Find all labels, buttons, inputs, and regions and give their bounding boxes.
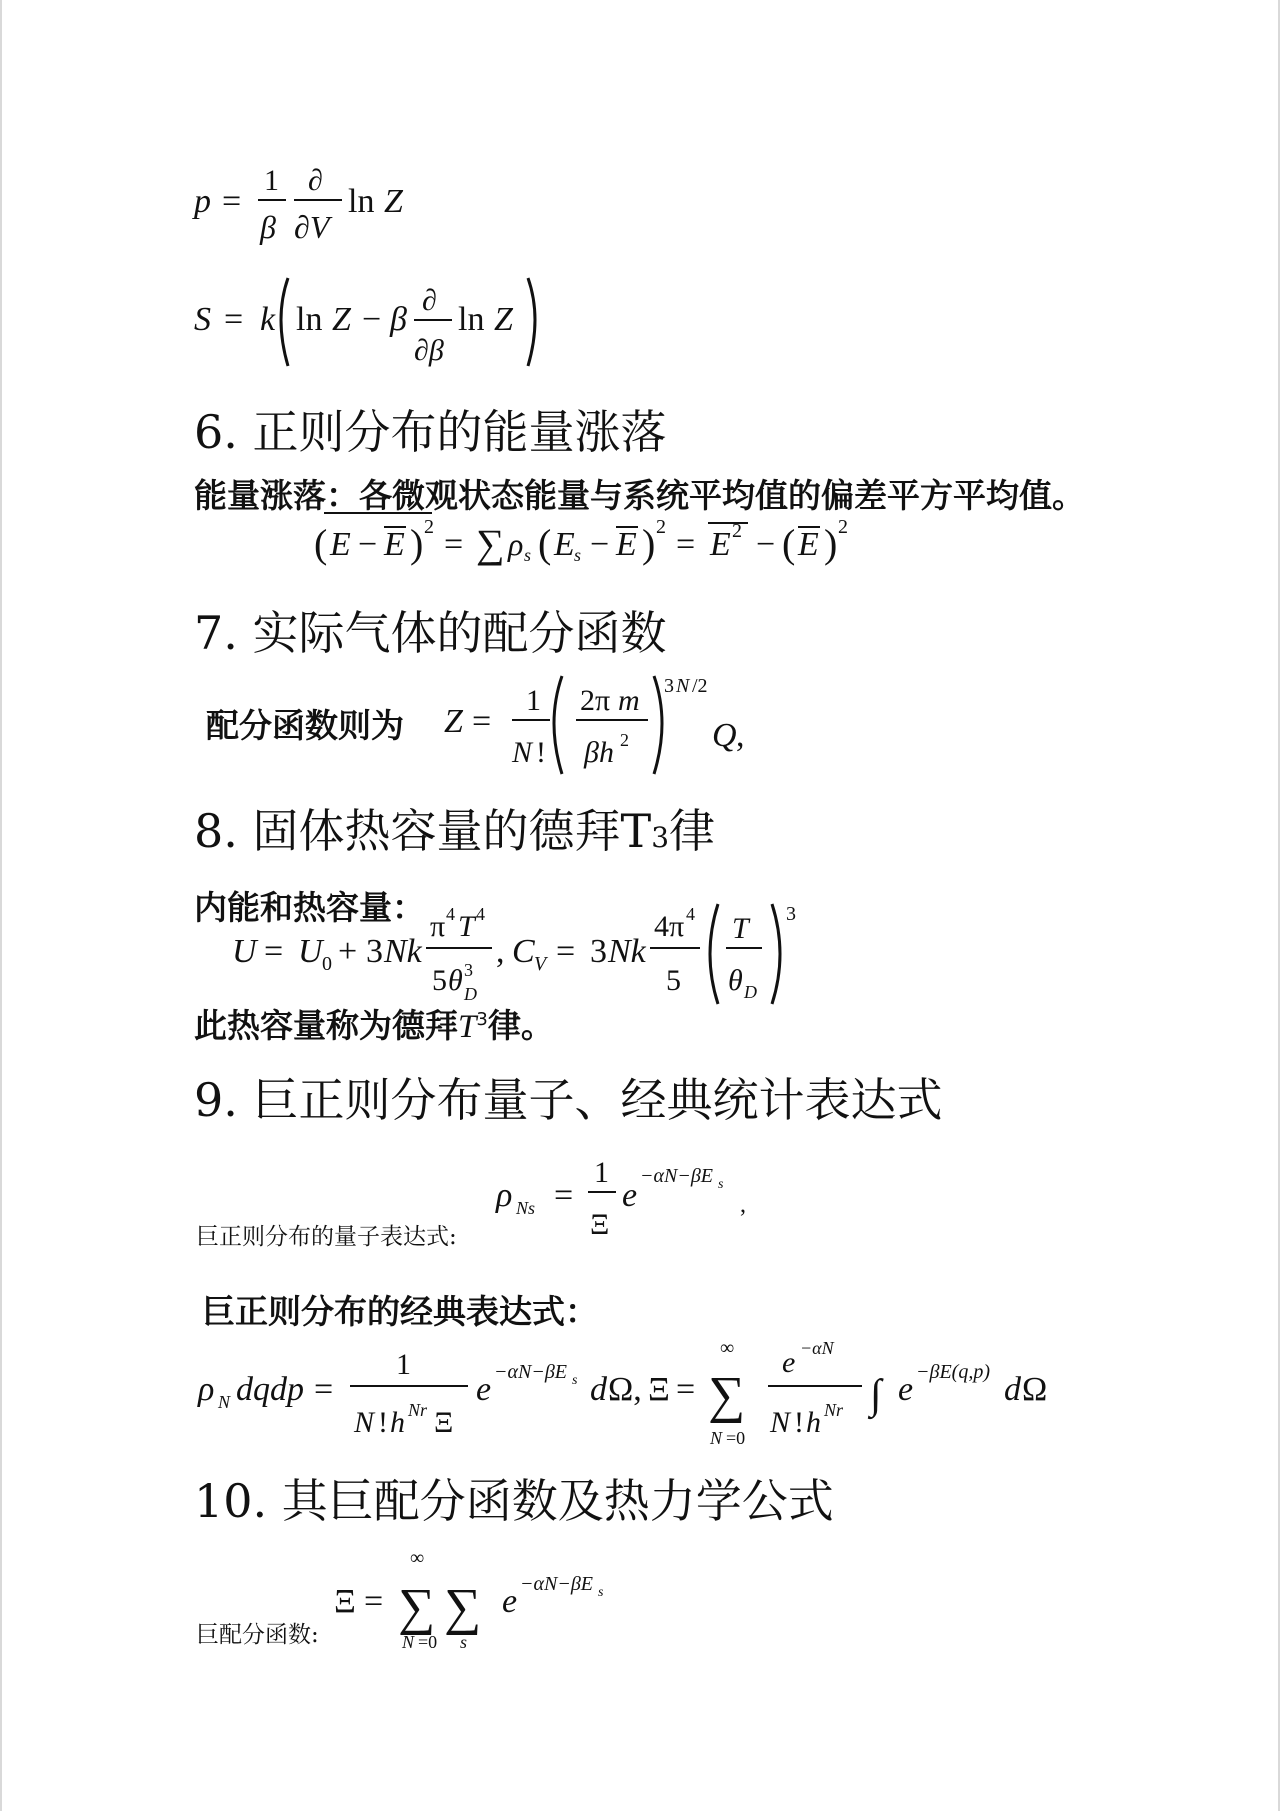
entropy-formula bbox=[192, 268, 552, 378]
svg-text:=: = bbox=[554, 1177, 574, 1214]
svg-text:1: 1 bbox=[526, 684, 541, 717]
svg-text:Ξ: Ξ bbox=[434, 1406, 454, 1439]
section-10-heading bbox=[194, 1465, 834, 1531]
svg-text:ρ: ρ bbox=[198, 1371, 215, 1408]
quantum-expression-formula bbox=[494, 1140, 774, 1250]
svg-text:θ: θ bbox=[448, 964, 463, 997]
svg-text:3: 3 bbox=[366, 933, 383, 970]
svg-text:e: e bbox=[622, 1177, 638, 1214]
svg-text:−αN: −αN bbox=[800, 1338, 834, 1358]
svg-text:4: 4 bbox=[686, 904, 695, 924]
section-9-heading bbox=[194, 1064, 943, 1130]
svg-text:Ω,: Ω, bbox=[608, 1371, 642, 1408]
svg-text:d: d bbox=[590, 1371, 607, 1408]
svg-text:3: 3 bbox=[664, 675, 674, 697]
svg-text:0: 0 bbox=[322, 953, 332, 975]
svg-text:2: 2 bbox=[424, 516, 434, 538]
partition-function-label: 配分函数则为 bbox=[206, 706, 404, 745]
svg-text:−: − bbox=[590, 526, 610, 563]
svg-text:2: 2 bbox=[732, 520, 742, 542]
svg-text:N: N bbox=[770, 1406, 791, 1439]
svg-text:∂: ∂ bbox=[308, 164, 323, 197]
debye-law-exponent: 3 bbox=[476, 1009, 488, 1030]
svg-text:∂β: ∂β bbox=[414, 334, 444, 367]
svg-text:1: 1 bbox=[264, 164, 279, 197]
svg-text:=: = bbox=[222, 183, 242, 220]
svg-text:4π: 4π bbox=[654, 910, 685, 943]
svg-text:N: N bbox=[354, 1406, 375, 1439]
svg-text:=: = bbox=[264, 933, 284, 970]
section-title-suffix: 律 bbox=[669, 804, 716, 858]
svg-text:!: ! bbox=[794, 1406, 804, 1439]
svg-text:βh: βh bbox=[584, 736, 614, 769]
section-title-subscript: 3 bbox=[651, 821, 670, 854]
svg-text:Ξ: Ξ bbox=[334, 1583, 356, 1620]
svg-text:−αN−βE: −αN−βE bbox=[640, 1165, 714, 1187]
svg-text:E: E bbox=[616, 526, 637, 563]
section-8-heading bbox=[194, 795, 715, 861]
internal-energy-label: 内能和热容量： bbox=[194, 888, 425, 927]
svg-text:=0: =0 bbox=[418, 1632, 438, 1650]
svg-text:T: T bbox=[732, 912, 749, 945]
svg-text:s: s bbox=[718, 1177, 724, 1192]
svg-text:,: , bbox=[736, 717, 745, 754]
svg-text:e: e bbox=[898, 1371, 914, 1408]
section-title: 正则分布的能量涨落 bbox=[252, 405, 667, 459]
svg-text:5: 5 bbox=[666, 964, 681, 997]
svg-text:+: + bbox=[338, 933, 358, 970]
svg-text:Ω: Ω bbox=[1022, 1371, 1048, 1408]
svg-text:N: N bbox=[402, 1632, 415, 1650]
svg-text:1: 1 bbox=[396, 1348, 411, 1381]
definition: ：各微观状态能量与系统平均值的偏差平方平均值。 bbox=[326, 476, 1085, 515]
svg-text:3: 3 bbox=[786, 903, 796, 925]
pressure-formula bbox=[192, 150, 452, 250]
svg-text:4: 4 bbox=[476, 904, 485, 924]
partition-function-formula bbox=[442, 670, 772, 782]
classical-expression-label: 巨正则分布的经典表达式： bbox=[202, 1292, 598, 1331]
svg-text:∑: ∑ bbox=[708, 1367, 746, 1424]
svg-text:,: , bbox=[496, 933, 505, 970]
grand-partition-label: 巨配分函数: bbox=[196, 1622, 319, 1648]
svg-text:E: E bbox=[710, 526, 731, 563]
svg-text:∑: ∑ bbox=[444, 1579, 482, 1636]
debye-law-sentence bbox=[194, 1000, 554, 1047]
svg-text:s: s bbox=[598, 1585, 604, 1600]
svg-text:−: − bbox=[358, 526, 378, 563]
svg-text:!: ! bbox=[536, 736, 546, 769]
svg-text:=: = bbox=[224, 301, 244, 338]
svg-text:s: s bbox=[572, 1373, 578, 1388]
svg-text:−βE(q,p): −βE(q,p) bbox=[916, 1361, 990, 1383]
svg-text:=: = bbox=[676, 1371, 696, 1408]
section-7-heading bbox=[194, 597, 667, 663]
svg-text:ln: ln bbox=[348, 183, 375, 220]
svg-text:Z: Z bbox=[444, 703, 463, 740]
section-title: 其巨配分函数及热力学公式 bbox=[281, 1474, 834, 1528]
svg-text:/2: /2 bbox=[692, 675, 708, 697]
classical-expression-formula bbox=[196, 1328, 1096, 1458]
svg-text:∂: ∂ bbox=[422, 284, 437, 317]
svg-text:Z: Z bbox=[384, 183, 403, 220]
svg-text:e: e bbox=[502, 1583, 518, 1620]
svg-text:E: E bbox=[554, 526, 575, 563]
debye-law-T: T bbox=[458, 1009, 477, 1045]
svg-text:∞: ∞ bbox=[410, 1547, 425, 1569]
svg-text:=: = bbox=[314, 1371, 334, 1408]
term: 能量涨落 bbox=[194, 476, 326, 515]
svg-text:2π: 2π bbox=[580, 684, 611, 717]
svg-text:ρ: ρ bbox=[508, 526, 524, 562]
svg-text:=: = bbox=[676, 526, 696, 563]
svg-text:s: s bbox=[574, 545, 582, 565]
svg-text:∑: ∑ bbox=[398, 1579, 436, 1636]
svg-text:h: h bbox=[390, 1406, 405, 1439]
svg-text:,: , bbox=[740, 1192, 746, 1218]
section-number: 9. bbox=[194, 1073, 238, 1127]
svg-text:ln: ln bbox=[296, 301, 323, 338]
svg-text:4: 4 bbox=[446, 904, 455, 924]
svg-text:): ) bbox=[642, 521, 656, 566]
svg-text:β: β bbox=[260, 209, 276, 245]
svg-text:=: = bbox=[556, 933, 576, 970]
svg-text:Nk: Nk bbox=[384, 933, 422, 970]
svg-text:−: − bbox=[362, 301, 382, 338]
svg-text:∑: ∑ bbox=[476, 521, 505, 566]
svg-text:e: e bbox=[476, 1371, 492, 1408]
svg-text:=0: =0 bbox=[726, 1428, 746, 1448]
svg-text:2: 2 bbox=[838, 516, 848, 538]
quantum-expression-label: 巨正则分布的量子表达式: bbox=[196, 1224, 457, 1250]
debye-law-suffix: 律。 bbox=[487, 1006, 554, 1045]
svg-text:): ) bbox=[410, 521, 424, 566]
svg-text:E: E bbox=[330, 526, 351, 563]
svg-text:θ: θ bbox=[728, 964, 743, 997]
svg-text:d: d bbox=[1004, 1371, 1021, 1408]
svg-text:E: E bbox=[798, 526, 819, 563]
svg-text:∞: ∞ bbox=[720, 1337, 735, 1359]
svg-text:ln: ln bbox=[458, 301, 485, 338]
svg-text:Nr: Nr bbox=[824, 1400, 844, 1420]
section-6-heading bbox=[194, 396, 667, 462]
svg-text:Z: Z bbox=[332, 301, 351, 338]
svg-text:D: D bbox=[464, 984, 477, 1004]
svg-text:−αN−βE: −αN−βE bbox=[520, 1573, 594, 1595]
section-number: 6. bbox=[194, 405, 238, 459]
svg-text:s: s bbox=[524, 545, 532, 565]
svg-text:Nr: Nr bbox=[408, 1400, 428, 1420]
svg-text:(: ( bbox=[782, 521, 796, 566]
svg-text:N: N bbox=[512, 736, 533, 769]
svg-text:1: 1 bbox=[594, 1156, 609, 1189]
svg-text:N: N bbox=[710, 1428, 723, 1448]
svg-text:h: h bbox=[806, 1406, 821, 1439]
svg-text:N: N bbox=[218, 1392, 231, 1412]
svg-text:Ns: Ns bbox=[516, 1198, 536, 1218]
svg-text:=: = bbox=[364, 1583, 384, 1620]
debye-formula bbox=[230, 900, 850, 1010]
svg-text:T: T bbox=[458, 910, 475, 943]
svg-text:3: 3 bbox=[590, 933, 607, 970]
svg-text:π: π bbox=[430, 910, 446, 943]
svg-text:s: s bbox=[460, 1632, 468, 1650]
section-number: 10. bbox=[194, 1474, 268, 1528]
svg-text:!: ! bbox=[378, 1406, 388, 1439]
section-title: 固体热容量的德拜T bbox=[252, 804, 652, 858]
svg-text:2: 2 bbox=[656, 516, 666, 538]
section-title: 巨正则分布量子、经典统计表达式 bbox=[252, 1073, 943, 1127]
svg-text:E: E bbox=[384, 526, 405, 563]
svg-text:U: U bbox=[232, 933, 257, 970]
svg-text:S: S bbox=[194, 301, 211, 338]
svg-text:=: = bbox=[444, 526, 464, 563]
svg-text:): ) bbox=[824, 521, 838, 566]
svg-text:e: e bbox=[782, 1346, 796, 1379]
svg-text:Nk: Nk bbox=[608, 933, 646, 970]
svg-text:k: k bbox=[260, 301, 276, 338]
svg-text:=: = bbox=[472, 703, 492, 740]
svg-text:C: C bbox=[512, 933, 535, 970]
svg-text:∫: ∫ bbox=[870, 1372, 882, 1418]
svg-text:Ξ: Ξ bbox=[590, 1208, 610, 1241]
svg-text:dqdp: dqdp bbox=[236, 1371, 304, 1408]
section-title: 实际气体的配分函数 bbox=[252, 606, 667, 660]
section-number: 8. bbox=[194, 804, 238, 858]
svg-text:(: ( bbox=[538, 521, 552, 566]
svg-text:Ξ: Ξ bbox=[648, 1371, 670, 1408]
svg-text:Z: Z bbox=[494, 301, 513, 338]
svg-text:−: − bbox=[756, 526, 776, 563]
svg-text:Q: Q bbox=[712, 717, 737, 754]
svg-text:p: p bbox=[194, 183, 211, 220]
debye-law-prefix: 此热容量称为德拜 bbox=[194, 1006, 458, 1045]
energy-fluctuation-formula bbox=[312, 505, 872, 575]
svg-text:U: U bbox=[298, 933, 323, 970]
svg-text:m: m bbox=[618, 684, 640, 717]
svg-text:2: 2 bbox=[620, 730, 629, 750]
svg-text:D: D bbox=[744, 982, 757, 1002]
svg-text:ρ: ρ bbox=[496, 1177, 513, 1214]
grand-partition-formula bbox=[332, 1540, 652, 1650]
svg-text:β: β bbox=[390, 301, 407, 338]
section-number: 7. bbox=[194, 606, 238, 660]
svg-text:−αN−βE: −αN−βE bbox=[494, 1361, 568, 1383]
svg-text:N: N bbox=[676, 675, 690, 697]
svg-text:V: V bbox=[534, 953, 547, 975]
svg-text:5: 5 bbox=[432, 964, 447, 997]
svg-text:3: 3 bbox=[464, 960, 473, 980]
svg-text:(: ( bbox=[314, 521, 328, 566]
svg-text:∂V: ∂V bbox=[294, 209, 330, 245]
